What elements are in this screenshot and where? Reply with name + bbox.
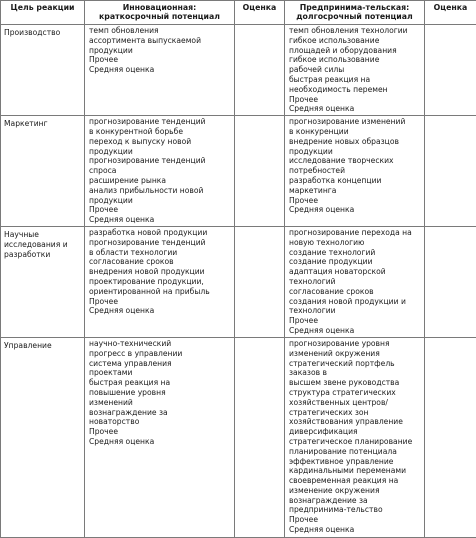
list-item: новаторство (89, 417, 231, 427)
list-item: Прочее (289, 95, 421, 105)
score-cell-2[interactable] (425, 25, 476, 116)
list-item: согласование сроков (289, 287, 421, 297)
score-cell-2[interactable] (425, 337, 476, 537)
list-item: согласование сроков (89, 257, 231, 267)
list-item: Прочее (289, 316, 421, 326)
list-item: диверсификация (289, 427, 421, 437)
list-item: Средняя оценка (89, 215, 231, 225)
list-item: вознаграждение за (289, 496, 421, 506)
list-item: рабочей силы (289, 65, 421, 75)
list-item: переход к выпуску новой (89, 137, 231, 147)
list-item: Прочее (289, 196, 421, 206)
list-item: прогнозирование уровня (289, 339, 421, 349)
table-body (1, 25, 476, 538)
list-item: Средняя оценка (289, 104, 421, 114)
score-cell-2[interactable] (425, 226, 476, 337)
innovation-items-cell (85, 337, 235, 537)
list-item: хозяйственных центров/ (289, 398, 421, 408)
list-item: своевременная реакция на (289, 476, 421, 486)
entrepreneurial-items-cell (285, 337, 425, 537)
list-item: стратегическое планирование (289, 437, 421, 447)
score-cell-2[interactable] (425, 116, 476, 227)
list-item: адаптация новаторской (289, 267, 421, 277)
list-item: разработка концепции (289, 176, 421, 186)
list-item: продукции (89, 147, 231, 157)
list-item: Прочее (89, 427, 231, 437)
list-item: исследование творческих (289, 156, 421, 166)
list-item: гибкое использование (289, 55, 421, 65)
list-item: прогнозирование тенденций (89, 238, 231, 248)
list-item: Средняя оценка (89, 306, 231, 316)
table-row (1, 25, 476, 116)
list-item: внедрения новой продукции (89, 267, 231, 277)
list-item: прогресс в управлении (89, 349, 231, 359)
list-item: новую технологию (289, 238, 421, 248)
list-item: Средняя оценка (89, 437, 231, 447)
list-item: заказов в (289, 368, 421, 378)
entrepreneurial-items-cell (285, 116, 425, 227)
goal-cell: Научные исследования и разработки (1, 226, 85, 337)
list-item: расширение рынка (89, 176, 231, 186)
list-item: быстрая реакция на (289, 75, 421, 85)
list-item: продукции (289, 147, 421, 157)
list-item: Средняя оценка (289, 205, 421, 215)
list-item: изменений окружения (289, 349, 421, 359)
header-entrepreneurial-potential: Предпринима-тельская: долгосрочный потенциал (285, 1, 425, 25)
entrepreneurial-items-cell (285, 25, 425, 116)
list-item: прогнозирование тенденций (89, 117, 231, 127)
list-item: создания новой продукции и (289, 297, 421, 307)
list-item: высшем звене руководства (289, 378, 421, 388)
list-item: изменение окружения (289, 486, 421, 496)
list-item: разработка новой продукции (89, 228, 231, 238)
list-item: прогнозирование изменений (289, 117, 421, 127)
list-item: в конкуренции (289, 127, 421, 137)
list-item: создание технологий (289, 248, 421, 258)
list-item: прогнозирование тенденций (89, 156, 231, 166)
list-item: повышение уровня (89, 388, 231, 398)
list-item: темп обновления технологии (289, 26, 421, 36)
list-item: Прочее (289, 515, 421, 525)
list-item: Средняя оценка (289, 326, 421, 336)
list-item: проектами (89, 368, 231, 378)
list-item: вознаграждение за (89, 408, 231, 418)
goal-cell: Маркетинг (1, 116, 85, 227)
list-item: эффективное управление (289, 457, 421, 467)
list-item: Средняя оценка (89, 65, 231, 75)
table-row (1, 337, 476, 537)
list-item: хозяйствования управление (289, 417, 421, 427)
entrepreneurial-items-cell (285, 226, 425, 337)
list-item: технологий (289, 277, 421, 287)
table-row (1, 116, 476, 227)
header-row (1, 1, 476, 25)
list-item: в области технологии (89, 248, 231, 258)
list-item: потребностей (289, 166, 421, 176)
score-cell-1[interactable] (235, 25, 285, 116)
list-item: продукции (89, 196, 231, 206)
innovation-items-cell (85, 25, 235, 116)
list-item: продукции (89, 46, 231, 56)
header-innovation-potential: Инновационная: краткосрочный потенциал (85, 1, 235, 25)
score-cell-1[interactable] (235, 337, 285, 537)
header-goal: Цель реакции (1, 1, 85, 25)
list-item: быстрая реакция на (89, 378, 231, 388)
list-item: прогнозирование перехода на (289, 228, 421, 238)
list-item: научно-технический (89, 339, 231, 349)
list-item: гибкое использование (289, 36, 421, 46)
list-item: темп обновления (89, 26, 231, 36)
list-item: необходимость перемен (289, 85, 421, 95)
list-item: Средняя оценка (289, 525, 421, 535)
list-item: площадей и оборудования (289, 46, 421, 56)
list-item: кардинальными переменами (289, 466, 421, 476)
list-item: ориентированной на прибыль (89, 287, 231, 297)
list-item: структура стратегических (289, 388, 421, 398)
list-item: технологии (289, 306, 421, 316)
list-item: внедрение новых образцов (289, 137, 421, 147)
header-score-1: Оценка (235, 1, 285, 25)
list-item: планирование потенциала (289, 447, 421, 457)
goal-cell: Управление (1, 337, 85, 537)
list-item: предпринима-тельство (289, 505, 421, 515)
list-item: анализ прибыльности новой (89, 186, 231, 196)
list-item: маркетинга (289, 186, 421, 196)
list-item: создание продукции (289, 257, 421, 267)
innovation-items-cell (85, 226, 235, 337)
list-item: система управления (89, 359, 231, 369)
list-item: спроса (89, 166, 231, 176)
score-cell-1[interactable] (235, 226, 285, 337)
header-score-2: Оценка (425, 1, 476, 25)
list-item: проектирование продукции, (89, 277, 231, 287)
list-item: стратегических зон (289, 408, 421, 418)
list-item: Прочее (89, 205, 231, 215)
score-cell-1[interactable] (235, 116, 285, 227)
list-item: Прочее (89, 55, 231, 65)
list-item: Прочее (89, 297, 231, 307)
list-item: в конкурентной борьбе (89, 127, 231, 137)
list-item: стратегический портфель (289, 359, 421, 369)
list-item: изменений (89, 398, 231, 408)
goal-cell: Производство (1, 25, 85, 116)
table-row (1, 226, 476, 337)
innovation-items-cell (85, 116, 235, 227)
list-item: ассортимента выпускаемой (89, 36, 231, 46)
